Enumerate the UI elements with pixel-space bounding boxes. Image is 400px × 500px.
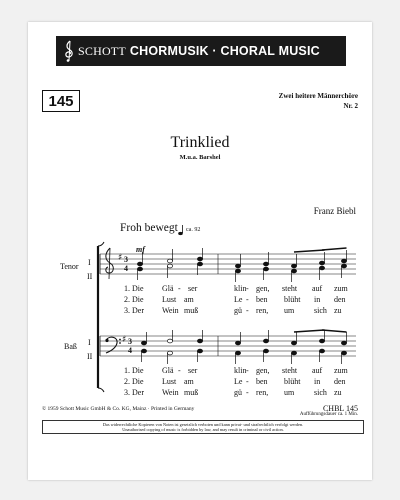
music-notation [28,22,372,402]
lyric-syllable: blüht [284,295,301,304]
lyric-syllable: in [314,377,321,386]
lyric-syllable: gü [234,306,242,315]
lyric-syllable: klin [234,284,247,293]
lyric-syllable: 1. Die [124,284,144,293]
lyric-syllable: zu [334,388,342,397]
lyric-syllable: muß [184,388,199,397]
lyric-syllable: - [246,388,249,397]
lyric-syllable: steht [282,284,298,293]
svg-text:3: 3 [124,255,128,264]
bass-staff [100,336,356,356]
lyric-syllable: Glä [162,284,174,293]
lyric-syllable: am [184,295,194,304]
lyric-syllable: auf [312,366,323,375]
svg-text:4: 4 [124,264,128,273]
voice-part-1: I [88,258,91,267]
lyric-syllable: zum [334,284,348,293]
lyric-syllable: Le [234,377,243,386]
lyric-syllable: ben [256,377,268,386]
copyright: © 1959 Schott Music GmbH & Co. KG, Mainz · Printed in Germany [42,406,195,412]
lyric-syllable: - [246,366,249,375]
lyric-syllable: gen, [256,366,270,375]
bass-notes [141,330,346,364]
lyric-syllable: ren, [256,388,269,397]
voice-part-2-bass: II [87,352,93,361]
lyric-syllable: den [334,295,346,304]
lyric-syllable: Wein [162,388,179,397]
lyric-syllable: sich [314,388,327,397]
lyric-syllable: 1. Die [124,366,144,375]
lyric-syllable: ben [256,295,268,304]
lyric-syllable: - [178,366,181,375]
lyric-syllable: ser [188,284,198,293]
svg-text:♯: ♯ [122,335,127,345]
lyric-syllable: 3. Der [124,306,144,315]
lyric-syllable: blüht [284,377,301,386]
lyric-syllable: - [246,284,249,293]
lyric-syllable: Glä [162,366,174,375]
composer: Franz Biebl [313,206,356,216]
voice-label-tenor: Tenor [60,262,79,271]
collection-number: Nr. 2 [343,102,358,110]
lyric-syllable: - [246,295,249,304]
lyric-syllable: auf [312,284,323,293]
collection-title: Zwei heitere Männerchöre [278,92,358,100]
lyric-syllable: Lust [162,295,177,304]
tempo-marking: Froh bewegt [120,222,178,234]
voice-part-1-bass: I [88,338,91,347]
svg-text:4: 4 [128,346,132,355]
lyric-syllable: ser [188,366,198,375]
metronome-value: ca. 92 [186,227,201,233]
lyric-syllable: 2. Die [124,295,144,304]
edition-number: 145 [42,90,80,112]
lyric-syllable: 3. Der [124,388,144,397]
lyric-syllable: - [178,284,181,293]
series-name: CHORMUSIK · CHORAL MUSIC [129,44,320,58]
copyright-notice [42,420,364,434]
lyric-syllable: zu [334,306,342,315]
svg-text:3: 3 [128,337,132,346]
lyric-syllable: - [246,306,249,315]
lyric-syllable: gen, [256,284,270,293]
lyric-syllable: sich [314,306,327,315]
lyricist: M.u.a. Barshel [179,154,221,161]
lyric-syllable: um [284,306,295,315]
publisher-name: SCHOTT [78,43,126,58]
lyric-syllable: am [184,377,194,386]
notice-english: Unauthorised copying of music is forbidden by law, and may result in criminal or civil action. [122,427,284,433]
lyric-syllable: steht [282,366,298,375]
dynamic-mf: mf [136,245,145,254]
lyric-syllable: 2. Die [124,377,144,386]
lyric-syllable: klin [234,366,247,375]
lyric-syllable: muß [184,306,199,315]
lyric-syllable: - [246,377,249,386]
performance-duration: Aufführungsdauer ca. 1 Min. [299,412,358,417]
voice-part-2: II [87,272,93,281]
notice-german: Das widerrechtliche Kopieren von Noten ist gesetzlich verboten und kann privat- und strafrechtlich verfolgt werden. [102,422,304,427]
lyric-syllable: Wein [162,306,179,315]
tenor-notes [137,248,346,282]
svg-text:♯: ♯ [118,253,123,263]
lyric-syllable: Lust [162,377,177,386]
lyric-syllable: den [334,377,346,386]
lyric-syllable: um [284,388,295,397]
piece-title: Trinklied [170,134,230,151]
lyric-syllable: Le [234,295,243,304]
lyric-syllable: in [314,295,321,304]
catalog-code: CHBL 145 [322,404,358,413]
lyric-syllable: gü [234,388,242,397]
lyric-syllable: ren, [256,306,269,315]
lyric-syllable: zum [334,366,348,375]
score-page [28,22,372,480]
voice-label-bass: Baß [64,342,77,351]
